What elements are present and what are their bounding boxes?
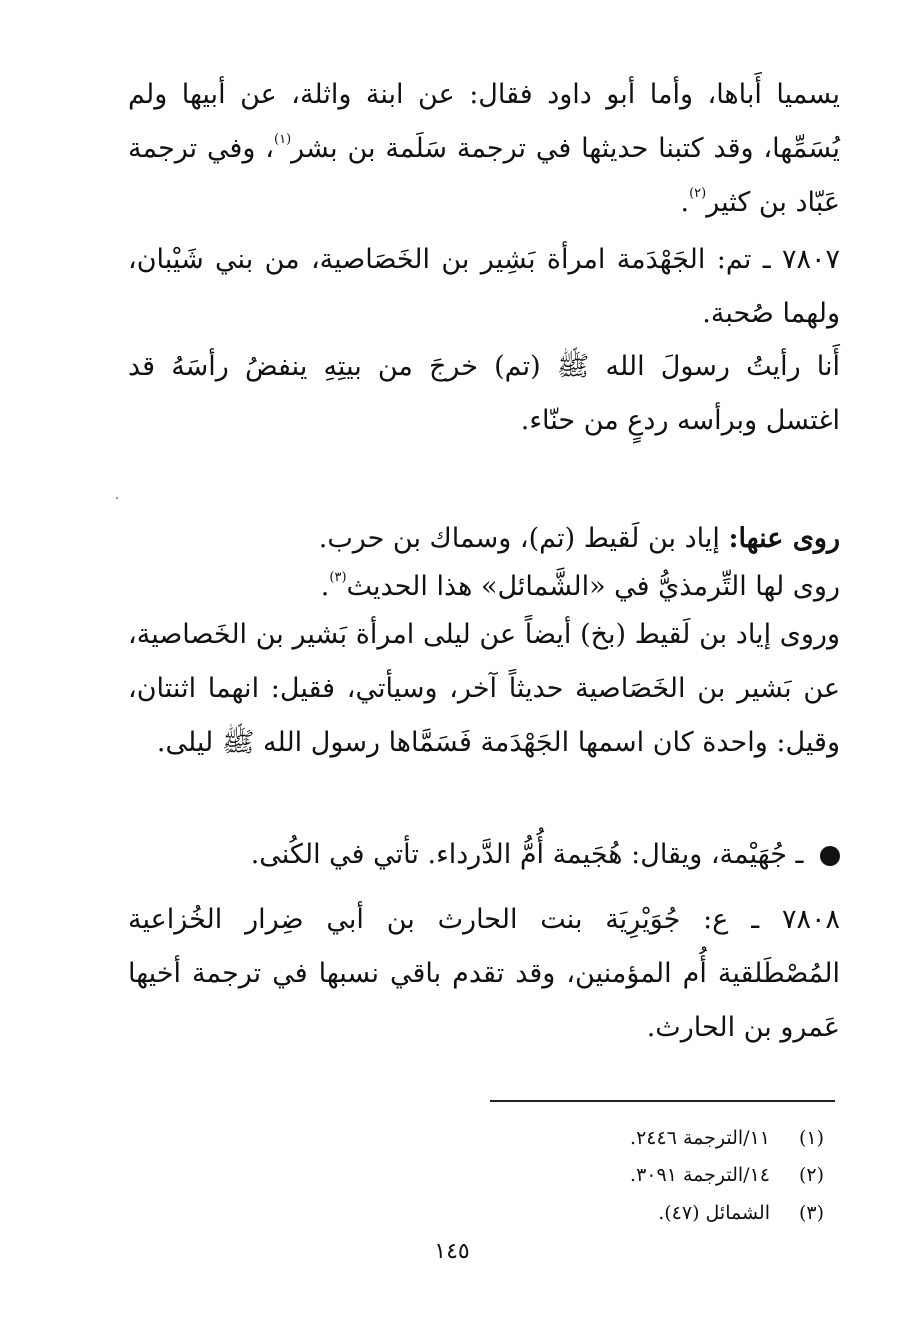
hadith-text: أَنا رأيتُ رسولَ الله ﷺ (تم) خرجَ من بيتِهِ ينفضُ رأسَهُ قد اغتسل وبرأسه ردعٍ من حنّاء. <box>128 351 840 436</box>
footnote-3: (٣)الشمائل (٤٧). <box>658 1202 824 1224</box>
entry-7808-heading: ٧٨٠٨ ـ ع: جُوَيْرِيَة بنت الحارث بن أبي ضِرار الخُزاعية المُصْطَلقية أُم المؤمنين، وقد تقدم باقي نسبها في ترجمة أخيها عَمرو بن الحارث. <box>128 904 840 1043</box>
footnote-2: (٢)١٤/الترجمة ٣٠٩١. <box>630 1164 824 1186</box>
scan-speck <box>116 497 118 499</box>
narrators-line: روى عنها: إياد بن لَقيط (تم)، وسماك بن حرب. <box>318 523 840 554</box>
tirmidhi-line: روى لها التِّرمذيُّ في «الشَّمائل» هذا الحديث$^{(٣)}$. <box>320 570 840 602</box>
layla-paragraph: وروى إياد بن لَقيط (بخ) أيضاً عن ليلى امرأة بَشير بن الخَصاصية، عن بَشير بن الخَصَاصية حديثاً آخر، وسيأتي، فقيل: انهما اثنتان، وقيل: واحدة كان اسمها الجَهْدَمة فَسَمَّاها رسول الله ﷺ ليلى. <box>128 619 840 758</box>
page-number: ١٤٥ <box>434 1239 470 1264</box>
footnote-1: (١)١١/الترجمة ٢٤٤٦. <box>630 1127 824 1149</box>
footnote-ref-1[interactable]: (١) <box>274 132 292 147</box>
bullet-icon <box>820 846 840 866</box>
footnote-ref-3[interactable]: (٣) <box>329 570 347 585</box>
narrators-label: روى عنها: <box>728 523 840 554</box>
footnote-divider <box>490 1100 835 1102</box>
juhayma-line: ـ جُهَيْمة، ويقال: هُجَيمة أُمُّ الدَّرداء. تأتي في الكُنى. <box>128 828 840 882</box>
footnote-ref-2[interactable]: (٢) <box>689 186 707 201</box>
entry-7807-heading: ٧٨٠٧ ـ تم: الجَهْدَمة امرأة بَشِير بن الخَصَاصية، من بني شَيْبان، ولهما صُحبة. <box>128 244 840 329</box>
paragraph-intro: يسميا أَباها، وأما أبو داود فقال: عن ابنة واثلة، عن أبيها ولم يُسَمِّها، وقد كتبنا حديثها في ترجمة سَلَمة بن بشر$^{(١)}$، وفي ترجمة عَبّاد بن كثير$^{(٢)}$. <box>128 79 840 218</box>
